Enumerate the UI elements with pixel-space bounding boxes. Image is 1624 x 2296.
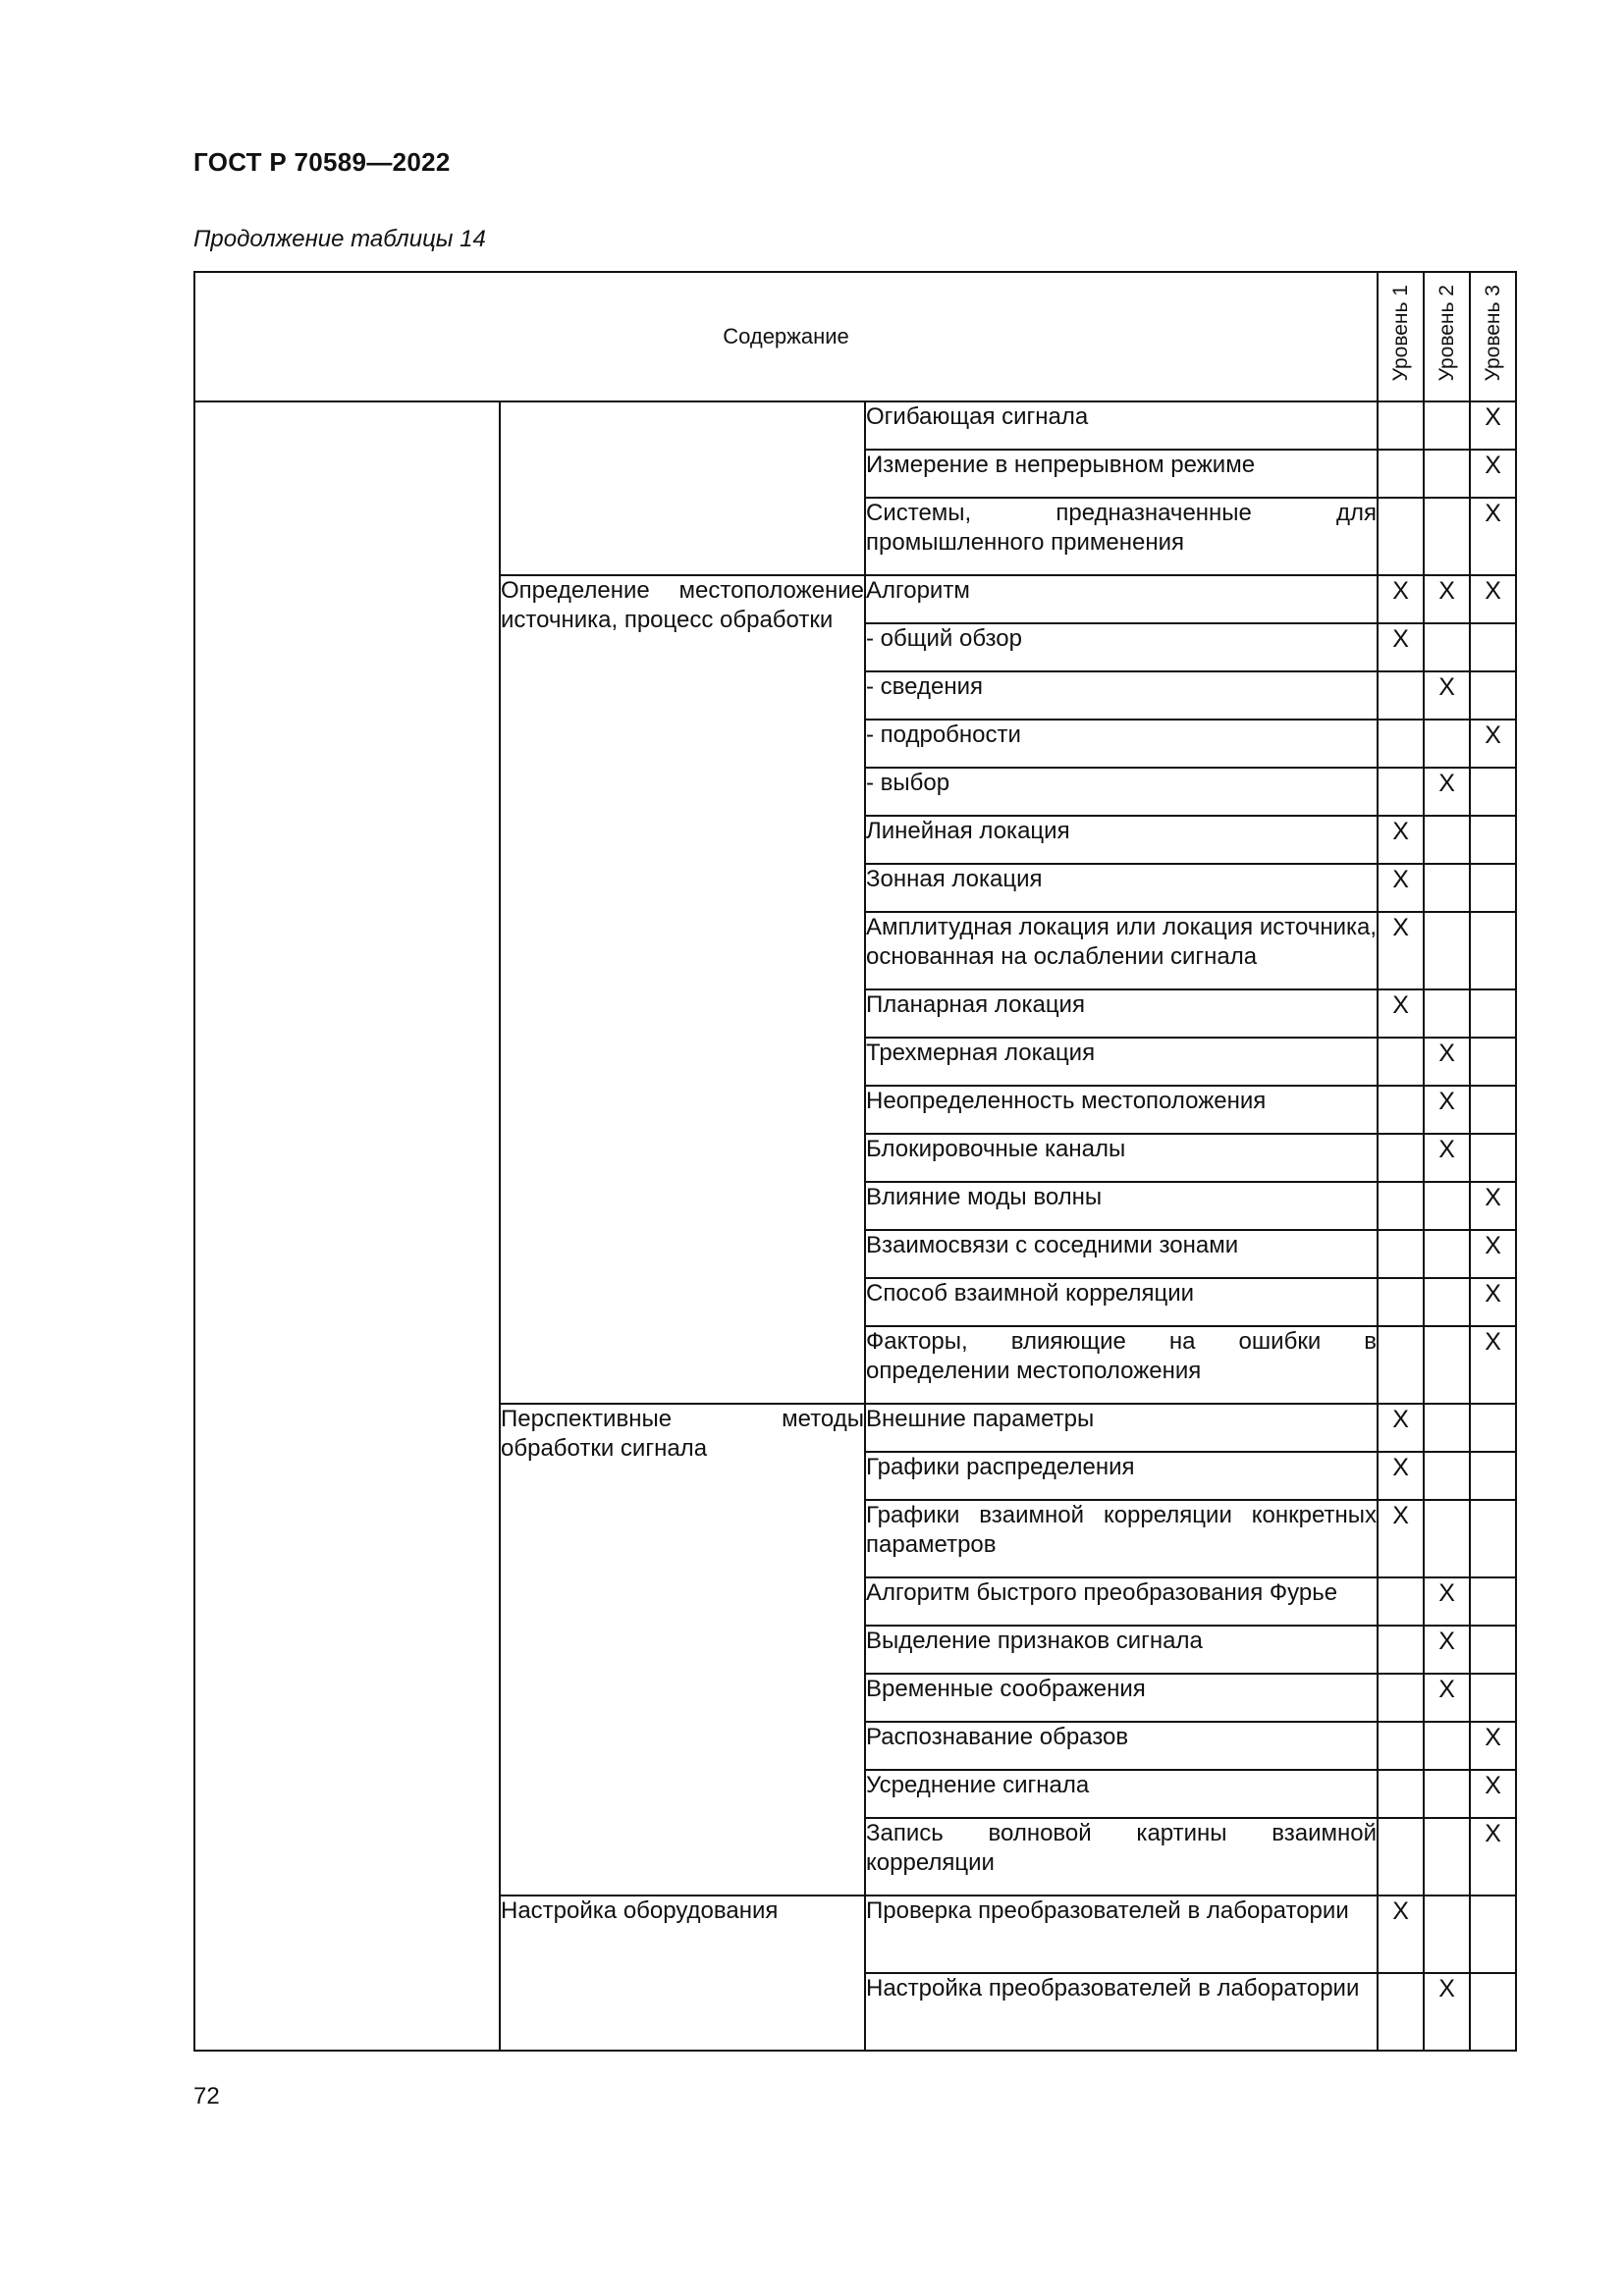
level-2-mark <box>1424 989 1470 1038</box>
level-2-mark: X <box>1424 1577 1470 1626</box>
level-3-mark <box>1470 912 1516 989</box>
level-3-mark <box>1470 816 1516 864</box>
topic-cell: Амплитудная локация или локация источника, основанная на ослаблении сигнала <box>865 912 1378 989</box>
level-1-mark: X <box>1378 1452 1424 1500</box>
level-1-mark <box>1378 498 1424 575</box>
topic-cell: Проверка преобразователей в лаборатории <box>865 1896 1378 1973</box>
level-3-mark <box>1470 1674 1516 1722</box>
level-2-mark <box>1424 1452 1470 1500</box>
level-1-mark <box>1378 1182 1424 1230</box>
level-2-mark <box>1424 1770 1470 1818</box>
level-3-mark <box>1470 864 1516 912</box>
content-table <box>193 271 1517 2052</box>
level-2-mark <box>1424 1278 1470 1326</box>
level-2-mark <box>1424 1326 1470 1404</box>
level-3-mark <box>1470 1452 1516 1500</box>
level-3-mark: X <box>1470 498 1516 575</box>
level-1-mark <box>1378 1722 1424 1770</box>
topic-cell: Настройка преобразователей в лаборатории <box>865 1973 1378 2051</box>
level-3-mark: X <box>1470 1722 1516 1770</box>
topic-cell: Запись волновой картины взаимной корреляции <box>865 1818 1378 1896</box>
topic-cell: Влияние моды волны <box>865 1182 1378 1230</box>
level-1-mark <box>1378 1973 1424 2051</box>
group-label-cell: Перспективные методы обработки сигнала <box>500 1404 865 1896</box>
level-2-mark: X <box>1424 1973 1470 2051</box>
level-1-mark <box>1378 1770 1424 1818</box>
group-label-cell: Настройка оборудования <box>500 1896 865 2051</box>
header-level-1 <box>1378 272 1424 401</box>
level-3-mark: X <box>1470 1278 1516 1326</box>
level-3-mark <box>1470 1086 1516 1134</box>
level-3-mark <box>1470 1973 1516 2051</box>
level-2-mark: X <box>1424 671 1470 720</box>
topic-cell: Графики взаимной корреляции конкретных параметров <box>865 1500 1378 1577</box>
level-2-mark: X <box>1424 1134 1470 1182</box>
level-2-mark: X <box>1424 1038 1470 1086</box>
topic-cell: Временные соображения <box>865 1674 1378 1722</box>
level-1-mark <box>1378 450 1424 498</box>
page-number: 72 <box>193 2083 220 2109</box>
level-2-mark: X <box>1424 1674 1470 1722</box>
level-1-mark <box>1378 1818 1424 1896</box>
topic-cell: Системы, предназначенные для промышленного применения <box>865 498 1378 575</box>
level-3-mark <box>1470 1577 1516 1626</box>
level-2-mark <box>1424 1722 1470 1770</box>
topic-cell: Графики распределения <box>865 1452 1378 1500</box>
level-1-mark: X <box>1378 623 1424 671</box>
level-2-mark: X <box>1424 768 1470 816</box>
level-2-mark: X <box>1424 1626 1470 1674</box>
topic-cell: Усреднение сигнала <box>865 1770 1378 1818</box>
topic-cell: Трехмерная локация <box>865 1038 1378 1086</box>
outer-group-cell <box>194 401 500 2051</box>
level-2-mark <box>1424 816 1470 864</box>
level-2-mark: X <box>1424 1086 1470 1134</box>
level-3-mark <box>1470 1500 1516 1577</box>
level-2-mark <box>1424 623 1470 671</box>
header-level-3-label: Уровень 3 <box>1481 284 1504 382</box>
level-2-mark <box>1424 1230 1470 1278</box>
level-2-mark: X <box>1424 575 1470 623</box>
level-1-mark <box>1378 1626 1424 1674</box>
level-2-mark <box>1424 1500 1470 1577</box>
level-1-mark: X <box>1378 1896 1424 1973</box>
topic-cell: - выбор <box>865 768 1378 816</box>
level-1-mark <box>1378 1086 1424 1134</box>
level-3-mark: X <box>1470 1182 1516 1230</box>
level-1-mark: X <box>1378 575 1424 623</box>
topic-cell: - подробности <box>865 720 1378 768</box>
level-1-mark <box>1378 401 1424 450</box>
topic-cell: Факторы, влияющие на ошибки в определении местоположения <box>865 1326 1378 1404</box>
level-3-mark <box>1470 768 1516 816</box>
level-3-mark <box>1470 1626 1516 1674</box>
level-2-mark <box>1424 498 1470 575</box>
topic-cell: Огибающая сигнала <box>865 401 1378 450</box>
level-2-mark <box>1424 1182 1470 1230</box>
level-2-mark <box>1424 912 1470 989</box>
level-3-mark: X <box>1470 1770 1516 1818</box>
topic-cell: Измерение в непрерывном режиме <box>865 450 1378 498</box>
topic-cell: Взаимосвязи с соседними зонами <box>865 1230 1378 1278</box>
level-1-mark <box>1378 1674 1424 1722</box>
level-2-mark <box>1424 401 1470 450</box>
level-3-mark: X <box>1470 720 1516 768</box>
header-level-2-label: Уровень 2 <box>1435 284 1458 382</box>
level-3-mark: X <box>1470 1326 1516 1404</box>
level-3-mark <box>1470 623 1516 671</box>
topic-cell: Планарная локация <box>865 989 1378 1038</box>
level-1-mark <box>1378 1278 1424 1326</box>
level-1-mark: X <box>1378 912 1424 989</box>
level-1-mark <box>1378 1577 1424 1626</box>
table-body <box>194 401 1516 2051</box>
level-3-mark <box>1470 1404 1516 1452</box>
level-1-mark: X <box>1378 1500 1424 1577</box>
level-3-mark: X <box>1470 1818 1516 1896</box>
level-2-mark <box>1424 1896 1470 1973</box>
topic-cell: Выделение признаков сигнала <box>865 1626 1378 1674</box>
level-2-mark <box>1424 864 1470 912</box>
level-3-mark: X <box>1470 1230 1516 1278</box>
group-label-cell <box>500 401 865 575</box>
level-1-mark: X <box>1378 816 1424 864</box>
topic-cell: - сведения <box>865 671 1378 720</box>
level-1-mark <box>1378 671 1424 720</box>
topic-cell: Распознавание образов <box>865 1722 1378 1770</box>
level-3-mark: X <box>1470 401 1516 450</box>
topic-cell: Неопределенность местоположения <box>865 1086 1378 1134</box>
level-1-mark <box>1378 720 1424 768</box>
level-3-mark <box>1470 671 1516 720</box>
level-3-mark: X <box>1470 450 1516 498</box>
header-level-1-label: Уровень 1 <box>1388 284 1412 382</box>
level-3-mark <box>1470 1038 1516 1086</box>
topic-cell: Блокировочные каналы <box>865 1134 1378 1182</box>
level-1-mark <box>1378 768 1424 816</box>
level-3-mark <box>1470 1134 1516 1182</box>
level-1-mark: X <box>1378 1404 1424 1452</box>
header-level-3 <box>1470 272 1516 401</box>
table-row <box>194 401 1516 450</box>
level-1-mark <box>1378 1326 1424 1404</box>
level-1-mark <box>1378 1230 1424 1278</box>
level-1-mark <box>1378 1038 1424 1086</box>
topic-cell: Алгоритм быстрого преобразования Фурье <box>865 1577 1378 1626</box>
level-1-mark: X <box>1378 864 1424 912</box>
level-1-mark <box>1378 1134 1424 1182</box>
level-3-mark <box>1470 989 1516 1038</box>
topic-cell: - общий обзор <box>865 623 1378 671</box>
level-3-mark: X <box>1470 575 1516 623</box>
level-2-mark <box>1424 450 1470 498</box>
document-code: ГОСТ Р 70589—2022 <box>193 147 451 177</box>
level-2-mark <box>1424 720 1470 768</box>
header-level-2 <box>1424 272 1470 401</box>
group-label-cell: Определение местоположение источника, процесс обработки <box>500 575 865 1404</box>
topic-cell: Зонная локация <box>865 864 1378 912</box>
header-content: Содержание <box>194 272 1378 401</box>
level-2-mark <box>1424 1404 1470 1452</box>
topic-cell: Способ взаимной корреляции <box>865 1278 1378 1326</box>
table-header-row <box>194 272 1516 401</box>
topic-cell: Алгоритм <box>865 575 1378 623</box>
level-1-mark: X <box>1378 989 1424 1038</box>
topic-cell: Линейная локация <box>865 816 1378 864</box>
level-2-mark <box>1424 1818 1470 1896</box>
topic-cell: Внешние параметры <box>865 1404 1378 1452</box>
table-caption: Продолжение таблицы 14 <box>193 226 486 252</box>
level-3-mark <box>1470 1896 1516 1973</box>
